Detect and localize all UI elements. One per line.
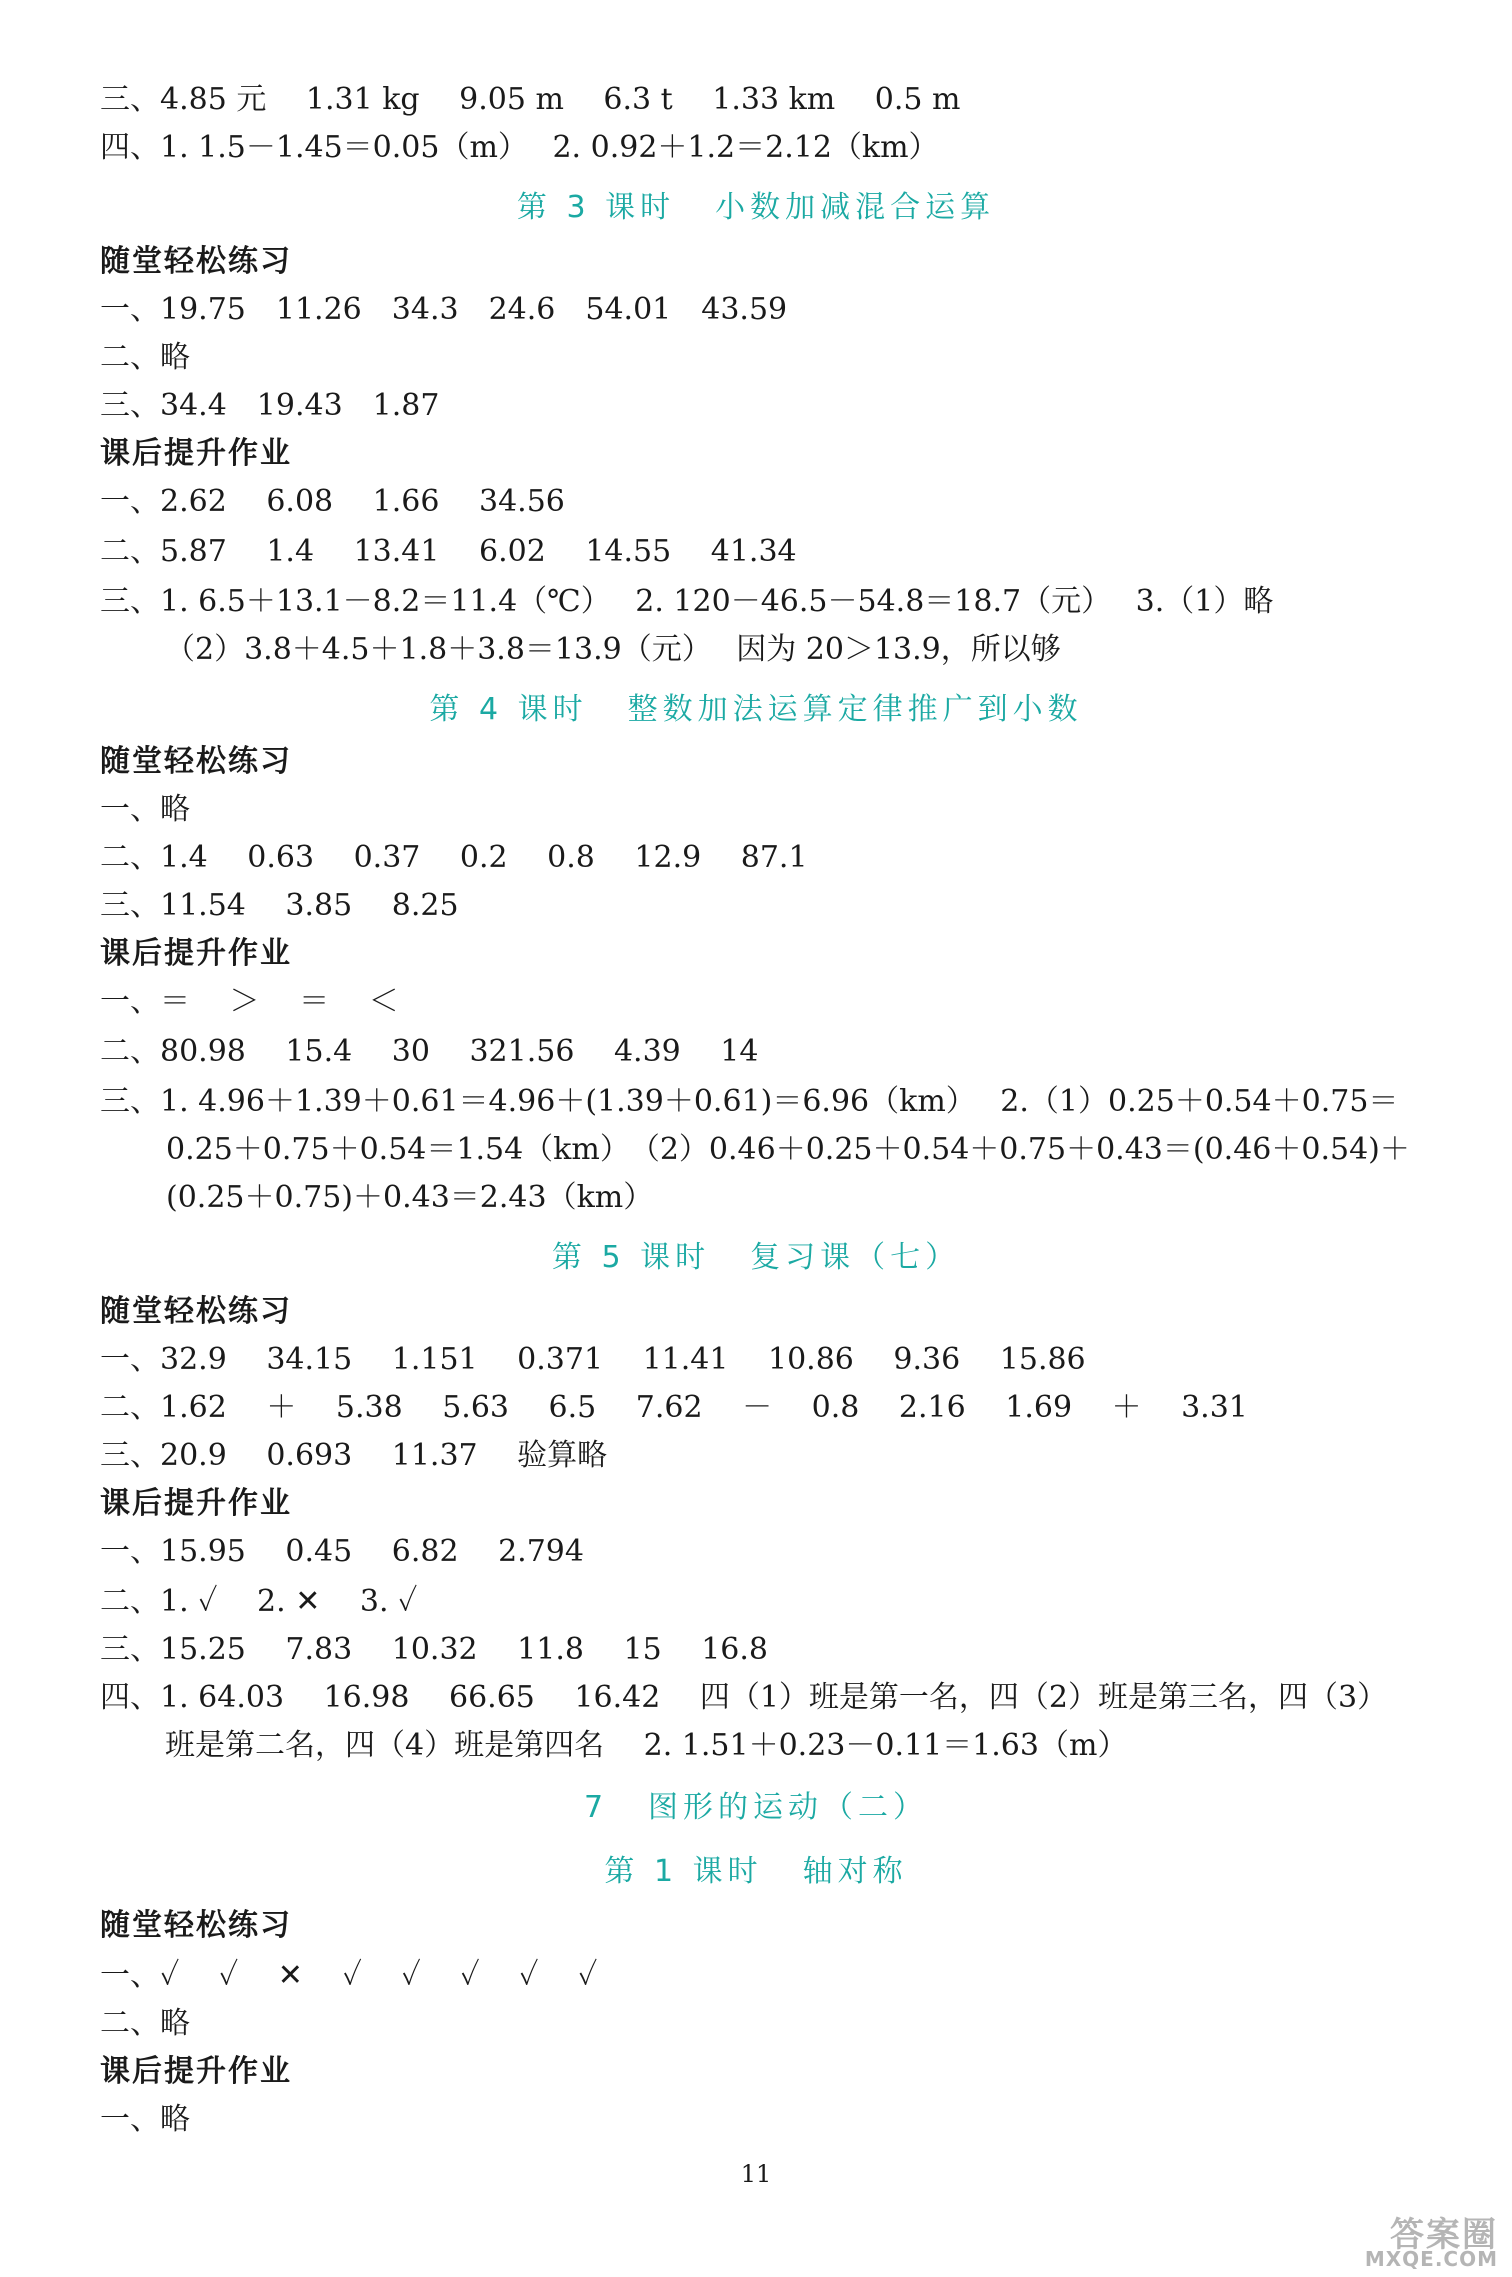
unit-number: 7 [583,1790,609,1825]
lesson-heading [0,688,1512,732]
answer-line: 一、略 [100,792,190,827]
page-number: 11 [740,2160,772,2188]
answer-line: 四、1. 1.5－1.45＝0.05（m） 2. 0.92＋1.2＝2.12（km） [100,130,939,165]
lesson-title: 轴对称 [802,1854,908,1889]
answer-line: 三、4.85 元 1.31 kg 9.05 m 6.3 t 1.33 km 0.5 m [100,82,961,117]
answer-line: （2）3.8＋4.5＋1.8＋3.8＝13.9（元） 因为 20＞13.9，所以够 [165,632,1061,667]
unit-heading [0,1786,1512,1830]
section-heading: 随堂轻松练习 [100,244,292,279]
section-heading: 课后提升作业 [100,2054,292,2089]
answer-line: 三、15.25 7.83 10.32 11.8 15 16.8 [100,1632,769,1667]
answer-line: 二、略 [100,340,190,375]
section-heading: 随堂轻松练习 [100,1908,292,1943]
lesson-number: 第 3 课时 [516,190,676,225]
lesson-number: 第 1 课时 [604,1854,763,1889]
answer-line: 二、5.87 1.4 13.41 6.02 14.55 41.34 [100,534,797,569]
answer-line: 三、34.4 19.43 1.87 [100,388,440,423]
answer-line: 二、1.62 ＋ 5.38 5.63 6.5 7.62 － 0.8 2.16 1.69 ＋ 3.31 [100,1390,1248,1425]
lesson-title: 复习课（七） [750,1240,961,1275]
answer-line: 一、32.9 34.15 1.151 0.371 11.41 10.86 9.36 15.86 [100,1342,1086,1377]
answer-line: (0.25＋0.75)＋0.43＝2.43（km） [166,1180,654,1215]
watermark-logo [1322,2207,1502,2271]
unit-title: 图形的运动（二） [648,1790,929,1825]
answer-line: 一、略 [100,2102,190,2137]
answer-line: 四、1. 64.03 16.98 66.65 16.42 四（1）班是第一名，四（2）班是第三名，四（3） [100,1680,1388,1715]
answer-line: 班是第二名，四（4）班是第四名 2. 1.51＋0.23－0.11＝1.63（m） [165,1728,1128,1763]
answer-line: 三、11.54 3.85 8.25 [100,888,459,923]
answer-line: 0.25＋0.75＋0.54＝1.54（km） （2）0.46＋0.25＋0.54＋0.75＋0.43＝(0.46＋0.54)＋ [166,1132,1410,1167]
watermark-url: MXQE.COM [1364,2247,1498,2271]
lesson-title: 整数加法运算定律推广到小数 [627,692,1083,727]
answer-line: 二、1.4 0.63 0.37 0.2 0.8 12.9 87.1 [100,840,808,875]
section-heading: 随堂轻松练习 [100,1294,292,1329]
answer-line: 三、1. 4.96＋1.39＋0.61＝4.96＋(1.39＋0.61)＝6.96（km） 2.（1）0.25＋0.54＋0.75＝ [100,1084,1399,1119]
lesson-number: 第 5 课时 [551,1240,711,1275]
answer-line: 三、20.9 0.693 11.37 验算略 [100,1438,608,1473]
answer-line: 二、略 [100,2006,190,2041]
lesson-heading [0,1850,1512,1894]
answer-line: 二、80.98 15.4 30 321.56 4.39 14 [100,1034,759,1069]
answer-line: 一、✓ ✓ ✕ ✓ ✓ ✓ ✓ ✓ [100,1958,598,1993]
answer-line: 一、19.75 11.26 34.3 24.6 54.01 43.59 [100,292,788,327]
answer-line: 三、1. 6.5＋13.1－8.2＝11.4（℃） 2. 120－46.5－54.8＝18.7（元） 3.（1）略 [100,584,1274,619]
lesson-title: 小数加减混合运算 [715,190,996,225]
section-heading: 课后提升作业 [100,436,292,471]
answer-line: 二、1. ✓ 2. ✕ 3. ✓ [100,1584,418,1619]
section-heading: 随堂轻松练习 [100,744,292,779]
lesson-number: 第 4 课时 [429,692,588,727]
lesson-heading [0,1236,1512,1280]
section-heading: 课后提升作业 [100,936,292,971]
answer-line: 一、15.95 0.45 6.82 2.794 [100,1534,584,1569]
answer-line: 一、2.62 6.08 1.66 34.56 [100,484,565,519]
watermark-text: 答案圈 [1390,2215,1498,2255]
answer-line: 一、＝ ＞ ＝ ＜ [100,984,399,1019]
section-heading: 课后提升作业 [100,1486,292,1521]
lesson-heading [0,186,1512,230]
